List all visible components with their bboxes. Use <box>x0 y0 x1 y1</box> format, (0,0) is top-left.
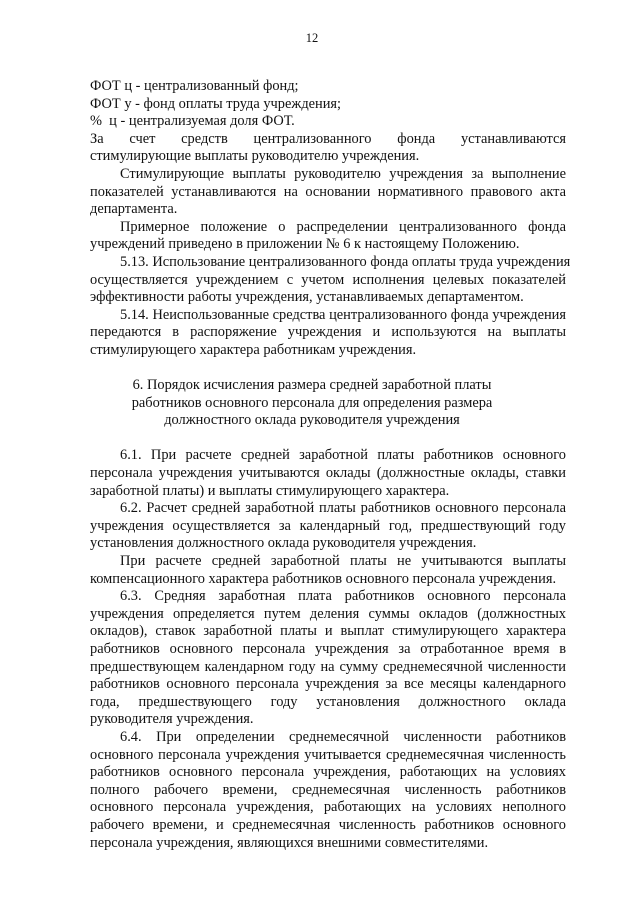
text-line: установления должностного оклада руководителя учреждения. <box>90 535 477 552</box>
paragraph-6-2 <box>90 500 566 553</box>
text-line: работников основного персонала учреждения, работающих на условиях <box>90 764 566 781</box>
text-line: работников основного персонала учреждения за отработанное время в <box>90 641 566 657</box>
text-line: рабочего времени, и среднемесячная численность работников основного <box>90 816 566 833</box>
text-line: 6.1. При расчете средней заработной платы работников основного <box>120 447 566 464</box>
text-line: 5.14. Неиспользованные средства централизованного фонда учреждения <box>120 306 566 323</box>
text-line: учреждения определяется путем деления суммы окладов (должностных <box>90 605 566 622</box>
legend-line: ФОТ ц - централизованный фонд; <box>90 78 299 94</box>
paragraph-6-3 <box>90 588 566 729</box>
text-line: компенсационного характера работников основного персонала учреждения. <box>90 570 557 587</box>
text-line: предшествующем календарном году на сумму среднемесячной численности <box>90 658 566 675</box>
text-line: 5.13. Использование централизованного фонда оплаты труда учреждения <box>120 253 571 270</box>
text-line: При расчете средней заработной платы не учитываются выплаты <box>120 553 566 570</box>
paragraph-5-13 <box>90 253 571 307</box>
text-line: 6.4. При определении среднемесячной численности работников <box>120 728 566 745</box>
text-line: персонала учреждения учитываются оклады (должностные оклады, ставки <box>90 465 566 482</box>
text-line: окладов), ставок заработной платы и выплат стимулирующего характера <box>90 623 566 640</box>
text-line: учреждения осуществляется за календарный год, предшествующий году <box>90 517 566 534</box>
text-line: передаются в распоряжение учреждения и используются на выплаты <box>90 324 566 341</box>
text-line: Стимулирующие выплаты руководителю учреждения за выполнение <box>120 165 566 182</box>
text-line: учреждений приведено в приложении № 6 к настоящему Положению. <box>90 236 520 253</box>
text-line: показателей устанавливаются на основании нормативного правового акта <box>90 183 566 200</box>
text-line: эффективности работы учреждения, устанавливаемых департаментом. <box>90 289 524 306</box>
text-line: стимулирующего характера работникам учреждения. <box>90 341 417 358</box>
paragraph <box>90 166 566 219</box>
text-line: основного персонала учреждения, работающих на условиях неполного <box>90 799 566 816</box>
text-line: 6.3. Средняя заработная плата работников основного персонала <box>120 588 566 605</box>
paragraph <box>90 219 566 254</box>
heading-line: должностного оклада руководителя учреждения <box>164 412 460 429</box>
text-line: работников основного персонала учреждения за все месяцы календарного <box>90 676 566 693</box>
paragraph-5-14 <box>90 307 566 360</box>
legend-line: % ц - централизуемая доля ФОТ. <box>90 113 295 130</box>
text-line: заработной платы) и выплаты стимулирующего характера. <box>90 482 450 499</box>
heading-line: 6. Порядок исчисления размера средней заработной платы <box>132 377 492 394</box>
text-line: 6.2. Расчет средней заработной платы работников основного персонала <box>120 500 566 517</box>
text-line: персонала учреждения, являющихся внешними совместителями. <box>90 834 489 851</box>
paragraph-6-4 <box>90 729 566 852</box>
paragraph <box>90 131 566 166</box>
document-body <box>90 78 571 852</box>
page-number: 12 <box>305 31 319 45</box>
text-line: За счет средств централизованного фонда устанавливаются <box>90 130 566 147</box>
text-line: департамента. <box>90 201 178 218</box>
paragraph <box>90 553 566 588</box>
text-line: основного персонала учреждения учитывается среднемесячная численность <box>90 746 566 763</box>
heading-line: работников основного персонала для определения размера <box>131 394 493 411</box>
text-line: осуществляется учреждением с учетом исполнения целевых показателей <box>90 271 566 288</box>
legend-line: ФОТ у - фонд оплаты труда учреждения; <box>90 95 342 112</box>
blank-line <box>90 360 566 378</box>
text-line: стимулирующие выплаты руководителю учреждения. <box>90 148 420 165</box>
paragraph-6-1 <box>90 447 566 500</box>
text-line: Примерное положение о распределении централизованного фонда <box>120 218 566 235</box>
text-line: полного рабочего времени, среднемесячная численность работников <box>90 781 566 798</box>
section-heading <box>74 377 550 430</box>
blank-line <box>90 430 566 448</box>
text-line: руководителя учреждения. <box>90 711 254 728</box>
text-line: года, предшествующего году установления должностного оклада <box>90 693 566 710</box>
